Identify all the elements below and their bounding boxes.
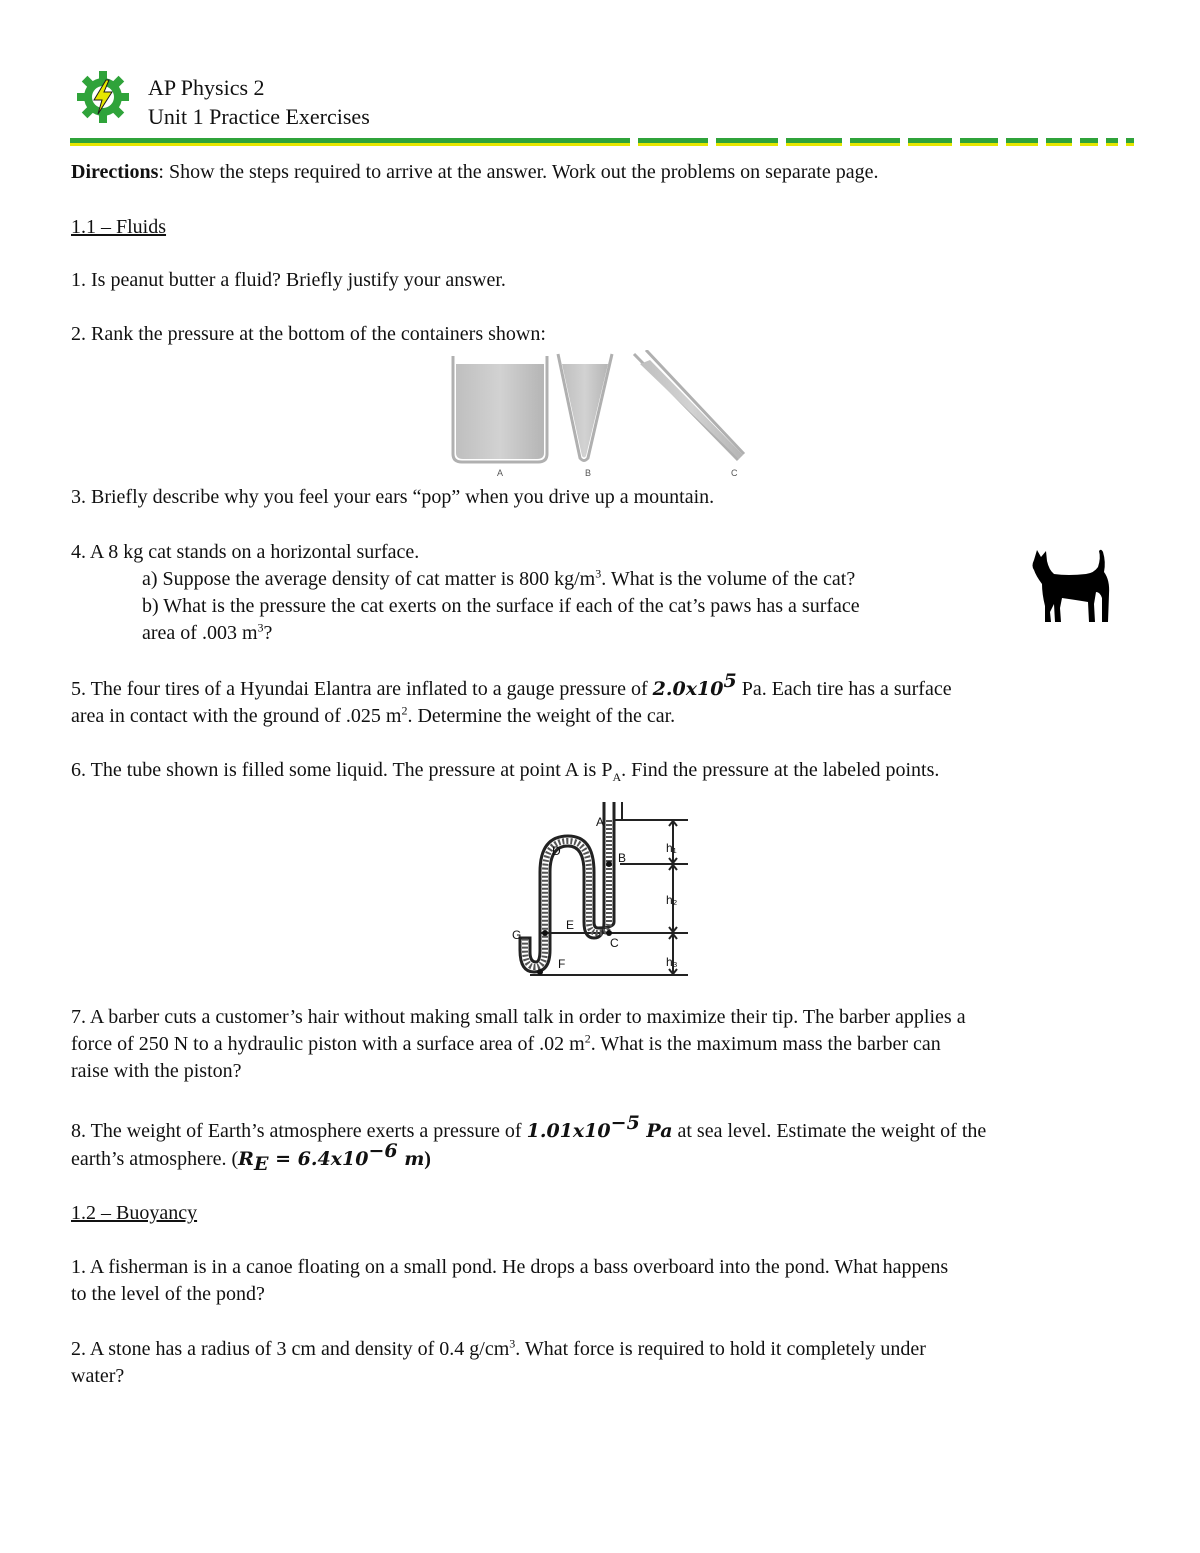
question-5-line1: 5. The four tires of a Hyundai Elantra are inflated to a gauge pressure of $2.0x10^5$ Pa. Each tire has a surface <box>71 670 952 700</box>
question-7-line1: 7. A barber cuts a customer’s hair without making small talk in order to maximize their tip. The barber applies a <box>71 1006 966 1028</box>
container-label-a: A <box>497 468 504 478</box>
container-label-b: B <box>585 468 592 478</box>
question-4b-line2: area of .003 $m^3$? <box>142 620 273 644</box>
directions-label: Directions <box>71 161 159 183</box>
tube-point-b: B <box>618 851 627 865</box>
cat-silhouette-icon <box>1028 546 1114 626</box>
buoyancy-question-2-line1: 2. A stone has a radius of 3 cm and density of 0.4 $g/cm^3$. What force is required to hold it completely under <box>71 1336 926 1360</box>
directions <box>71 160 878 184</box>
question-4a: a) Suppose the average density of cat matter is 800 $kg/m^3$. What is the volume of the cat? <box>142 566 856 590</box>
question-4: 4. A 8 kg cat stands on a horizontal surface. <box>71 541 420 563</box>
question-4b-line1: b) What is the pressure the cat exerts on the surface if each of the cat’s paws has a surface <box>142 595 860 617</box>
question-5-line2: area in contact with the ground of .025 $m^2$. Determine the weight of the car. <box>71 703 676 727</box>
question-1: 1. Is peanut butter a fluid? Briefly justify your answer. <box>71 269 506 291</box>
container-label-c: C <box>731 468 738 478</box>
question-7-line2: force of 250 N to a hydraulic piston with a surface area of .02 $m^2$. What is the maximum mass the barber can <box>71 1031 941 1055</box>
tube-figure <box>510 800 695 980</box>
buoyancy-question-2-line2: water? <box>71 1365 125 1387</box>
section-title-buoyancy: 1.2 – Buoyancy <box>71 1202 198 1224</box>
buoyancy-question-1-line2: to the level of the pond? <box>71 1283 265 1305</box>
question-6: 6. The tube shown is filled some liquid. The pressure at point A is $P_A$. Find the pressure at the labeled points. <box>71 759 940 784</box>
gear-lightning-icon <box>76 70 130 124</box>
tube-height-h2: h₂ <box>666 893 678 907</box>
directions-text: : Show the steps required to arrive at the answer. Work out the problems on separate page. <box>158 161 879 183</box>
tube-point-c: C <box>610 936 619 950</box>
tube-height-h1: h₁ <box>666 841 677 855</box>
buoyancy-question-1-line1: 1. A fisherman is in a canoe floating on a small pond. He drops a bass overboard into the pond. What happens <box>71 1256 949 1278</box>
question-7-line3: raise with the piston? <box>71 1060 242 1082</box>
tube-point-a: A <box>596 815 605 829</box>
tube-point-e: E <box>566 918 575 932</box>
tube-point-f: F <box>558 957 566 971</box>
containers-figure <box>448 350 748 478</box>
question-2: 2. Rank the pressure at the bottom of the containers shown: <box>71 323 546 345</box>
tube-point-g: G <box>512 928 522 942</box>
question-3: 3. Briefly describe why you feel your ears “pop” when you drive up a mountain. <box>71 486 715 508</box>
header-rule <box>70 132 1142 144</box>
question-8-line2: earth’s atmosphere. ($R_E = 6.4x10^{-6}$ m) <box>71 1140 431 1175</box>
logo <box>76 70 130 124</box>
tube-point-d: D <box>552 844 561 858</box>
course-title: AP Physics 2 <box>148 75 265 100</box>
section-title-fluids: 1.1 – Fluids <box>71 216 167 238</box>
tube-height-h3: h₃ <box>666 955 678 969</box>
unit-title: Unit 1 Practice Exercises <box>148 104 370 129</box>
question-8-line1: 8. The weight of Earth’s atmosphere exerts a pressure of $1.01x10^{-5}$ Pa at sea level. Estimate the weight of the <box>71 1112 987 1142</box>
